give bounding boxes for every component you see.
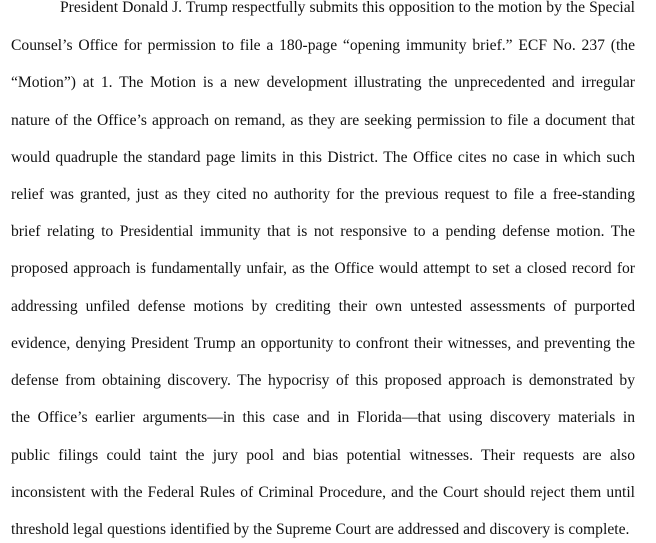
text-line: brief relating to Presidential immunity that is not responsive to a pending defense motion. The	[11, 223, 635, 240]
text-line: nature of the Office’s approach on remand, as they are seeking permission to file a document that	[11, 112, 635, 129]
text-line: proposed approach is fundamentally unfair, as the Office would attempt to set a closed record for	[11, 260, 635, 277]
text-line: President Donald J. Trump respectfully submits this opposition to the motion by the Special	[60, 0, 635, 16]
text-line: defense from obtaining discovery. The hypocrisy of this proposed approach is demonstrated by	[11, 372, 635, 389]
text-line: Counsel’s Office for permission to file a 180-page “opening immunity brief.” ECF No. 237 (the	[11, 37, 635, 54]
text-line: public filings could taint the jury pool and bias potential witnesses. Their requests are also	[11, 447, 635, 464]
text-line: “Motion”) at 1. The Motion is a new development illustrating the unprecedented and irregular	[11, 74, 635, 91]
text-line: inconsistent with the Federal Rules of Criminal Procedure, and the Court should reject them until	[11, 484, 635, 501]
text-line: threshold legal questions identified by the Supreme Court are addressed and discovery is complete.	[11, 521, 630, 538]
text-line: would quadruple the standard page limits in this District. The Office cites no case in which such	[11, 149, 635, 166]
text-line: relief was granted, just as they cited no authority for the previous request to file a free-standing	[11, 186, 635, 203]
text-line: the Office’s earlier arguments—in this case and in Florida—that using discovery materials in	[11, 409, 635, 426]
text-line: addressing unfiled defense motions by crediting their own untested assessments of purported	[11, 298, 635, 315]
text-line: evidence, denying President Trump an opportunity to confront their witnesses, and preventing the	[11, 335, 635, 352]
